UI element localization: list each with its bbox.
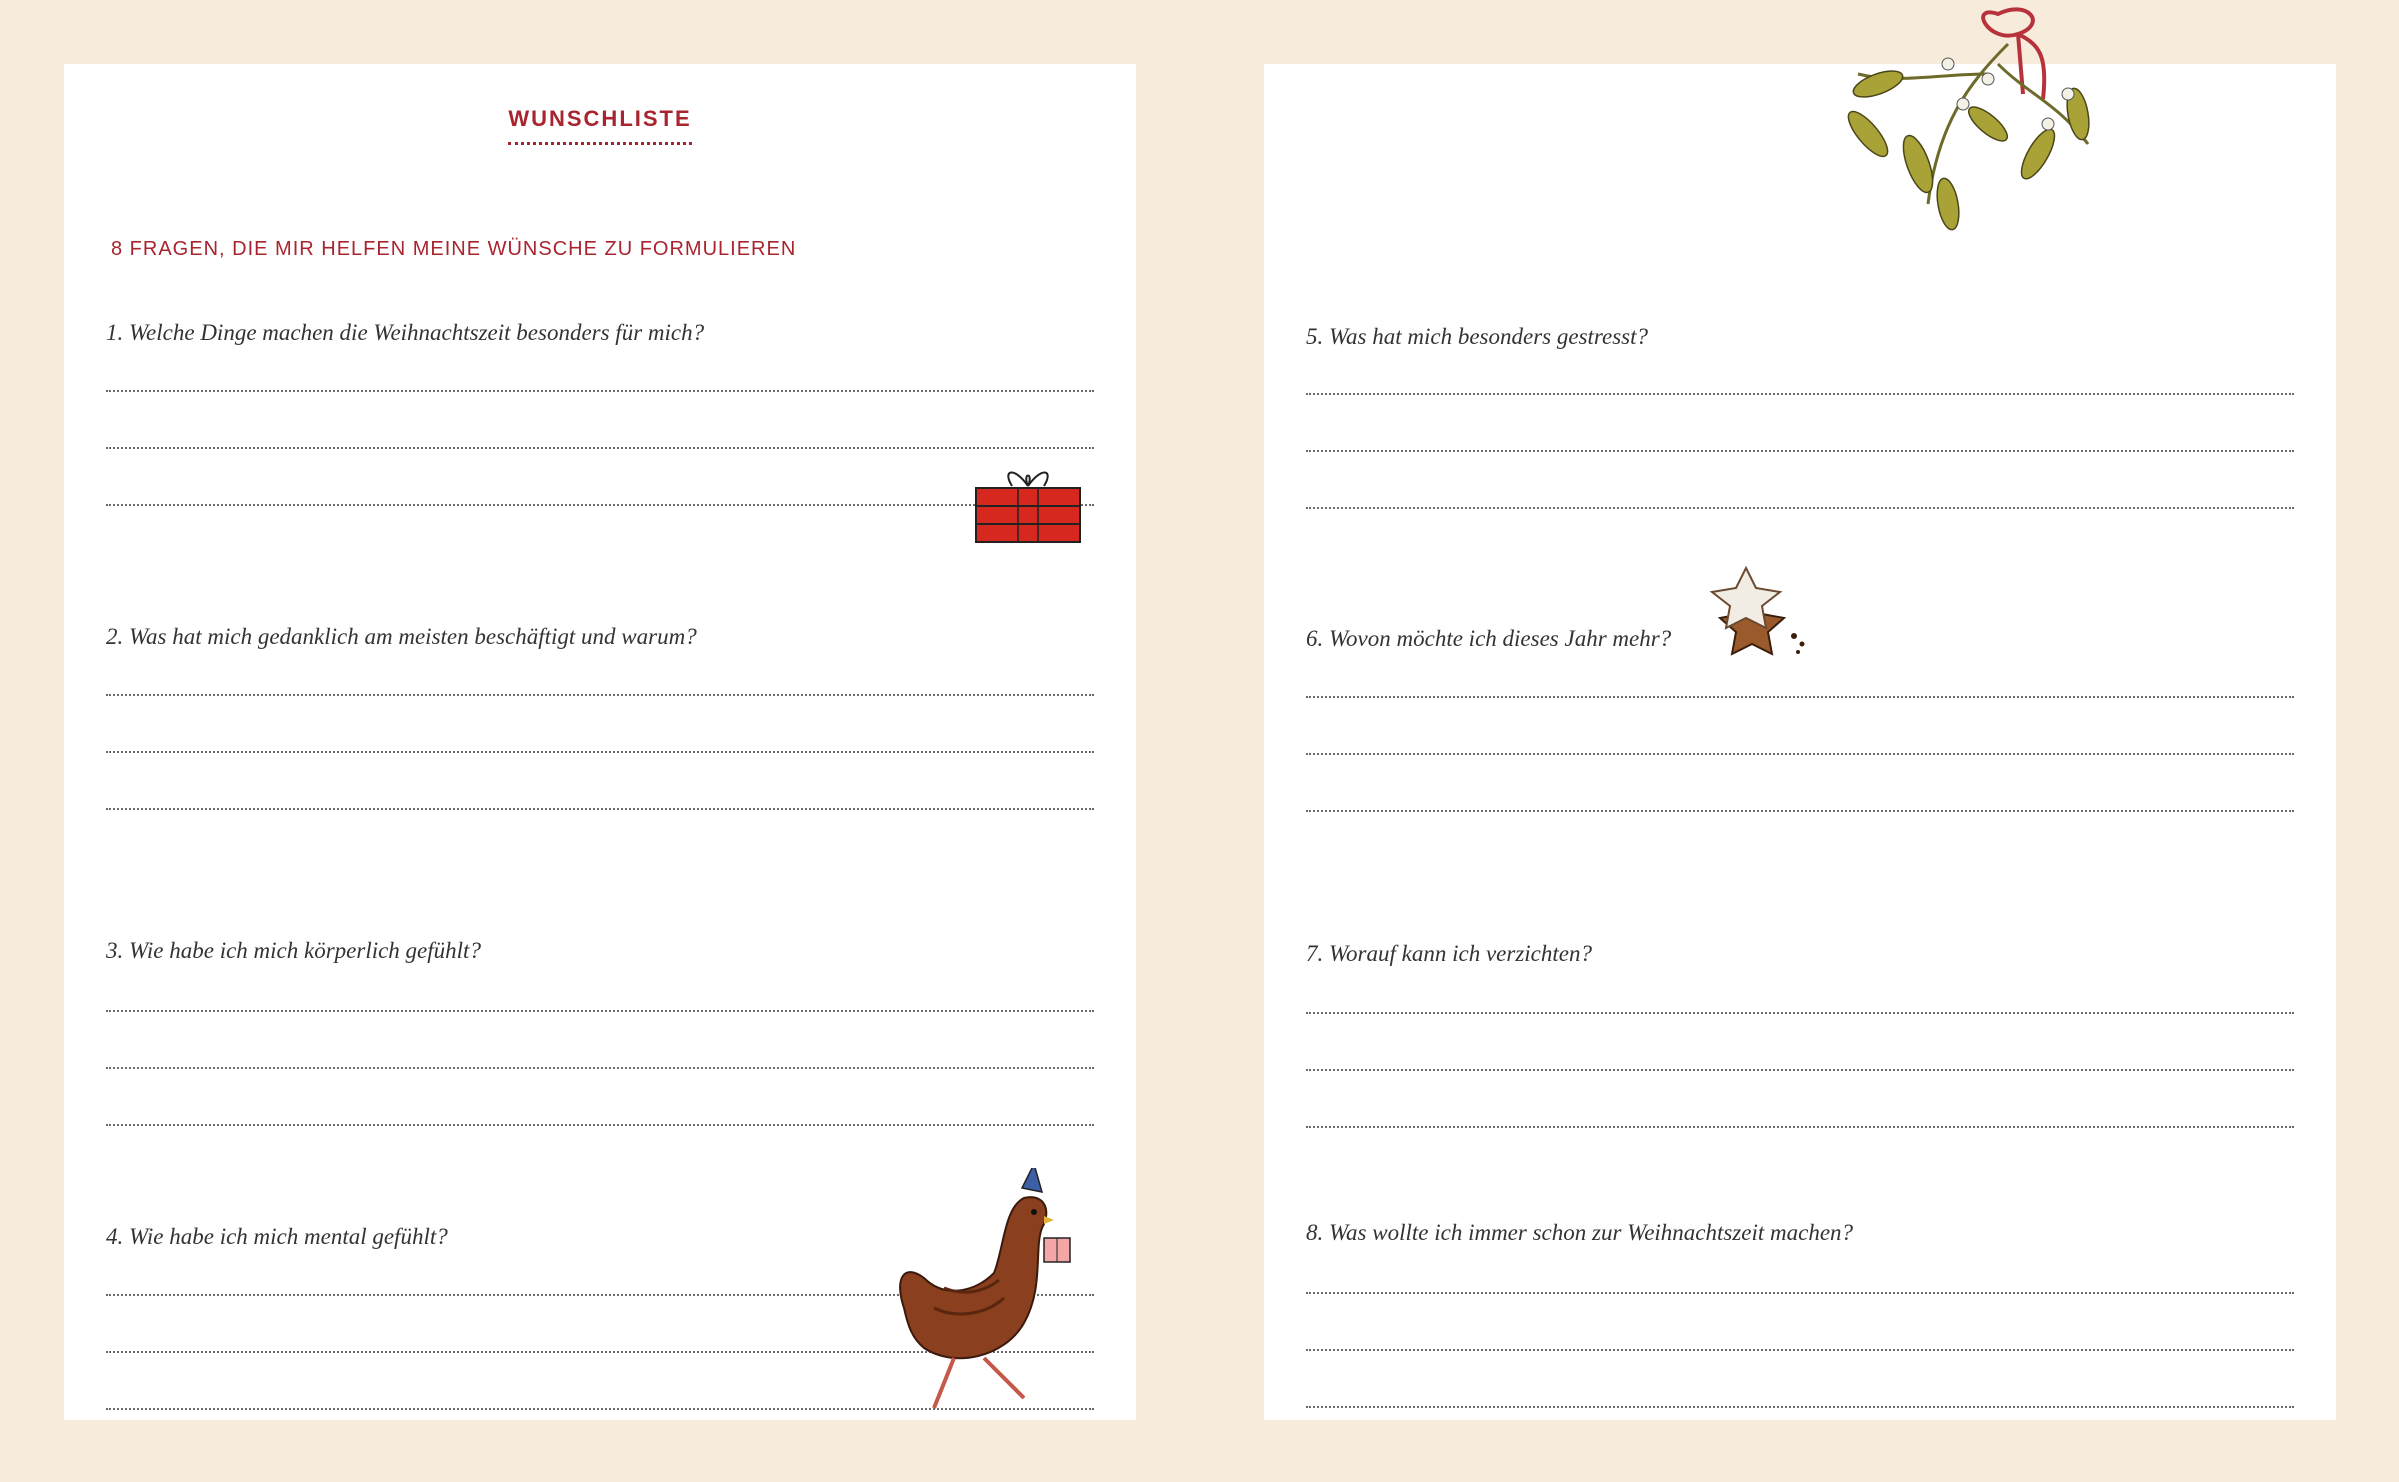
answer-line[interactable]: [1306, 1012, 2294, 1014]
answer-line[interactable]: [1306, 1292, 2294, 1294]
answer-line[interactable]: [1306, 1126, 2294, 1128]
cinnamon-star-cookie-icon: [1702, 564, 1812, 660]
answer-line[interactable]: [106, 1010, 1094, 1012]
mistletoe-icon: [1838, 4, 2108, 244]
answer-line[interactable]: [1306, 810, 2294, 812]
answer-line[interactable]: [106, 751, 1094, 753]
question-2: 2. Was hat mich gedanklich am meisten beschäftigt und warum?: [106, 624, 697, 649]
question-1: 1. Welche Dinge machen die Weihnachtszeit besonders für mich?: [106, 320, 705, 345]
answer-line[interactable]: [106, 694, 1094, 696]
answer-line[interactable]: [106, 447, 1094, 449]
right-page: [1264, 64, 2336, 1420]
gift-box-icon: [972, 462, 1084, 548]
hen-with-gift-icon: [894, 1168, 1074, 1418]
question-5: 5. Was hat mich besonders gestresst?: [1306, 324, 1649, 349]
answer-line[interactable]: [106, 808, 1094, 810]
question-7: 7. Worauf kann ich verzichten?: [1306, 941, 1592, 966]
question-8: 8. Was wollte ich immer schon zur Weihnachtszeit machen?: [1306, 1220, 1854, 1245]
answer-line[interactable]: [106, 504, 1094, 506]
question-6: 6. Wovon möchte ich dieses Jahr mehr?: [1306, 626, 1672, 651]
left-page: [64, 64, 1136, 1420]
answer-line[interactable]: [1306, 1349, 2294, 1351]
answer-line[interactable]: [1306, 507, 2294, 509]
answer-line[interactable]: [1306, 753, 2294, 755]
answer-line[interactable]: [1306, 696, 2294, 698]
page-title: WUNSCHLISTE: [64, 106, 1136, 145]
answer-line[interactable]: [1306, 450, 2294, 452]
question-3: 3. Wie habe ich mich körperlich gefühlt?: [106, 938, 481, 963]
answer-line[interactable]: [1306, 1069, 2294, 1071]
answer-line[interactable]: [106, 1124, 1094, 1126]
answer-line[interactable]: [1306, 1406, 2294, 1408]
page-subtitle: 8 FRAGEN, DIE MIR HELFEN MEINE WÜNSCHE ZU FORMULIEREN: [111, 238, 797, 260]
answer-line[interactable]: [106, 390, 1094, 392]
answer-line[interactable]: [106, 1067, 1094, 1069]
answer-line[interactable]: [1306, 393, 2294, 395]
question-4: 4. Wie habe ich mich mental gefühlt?: [106, 1224, 448, 1249]
